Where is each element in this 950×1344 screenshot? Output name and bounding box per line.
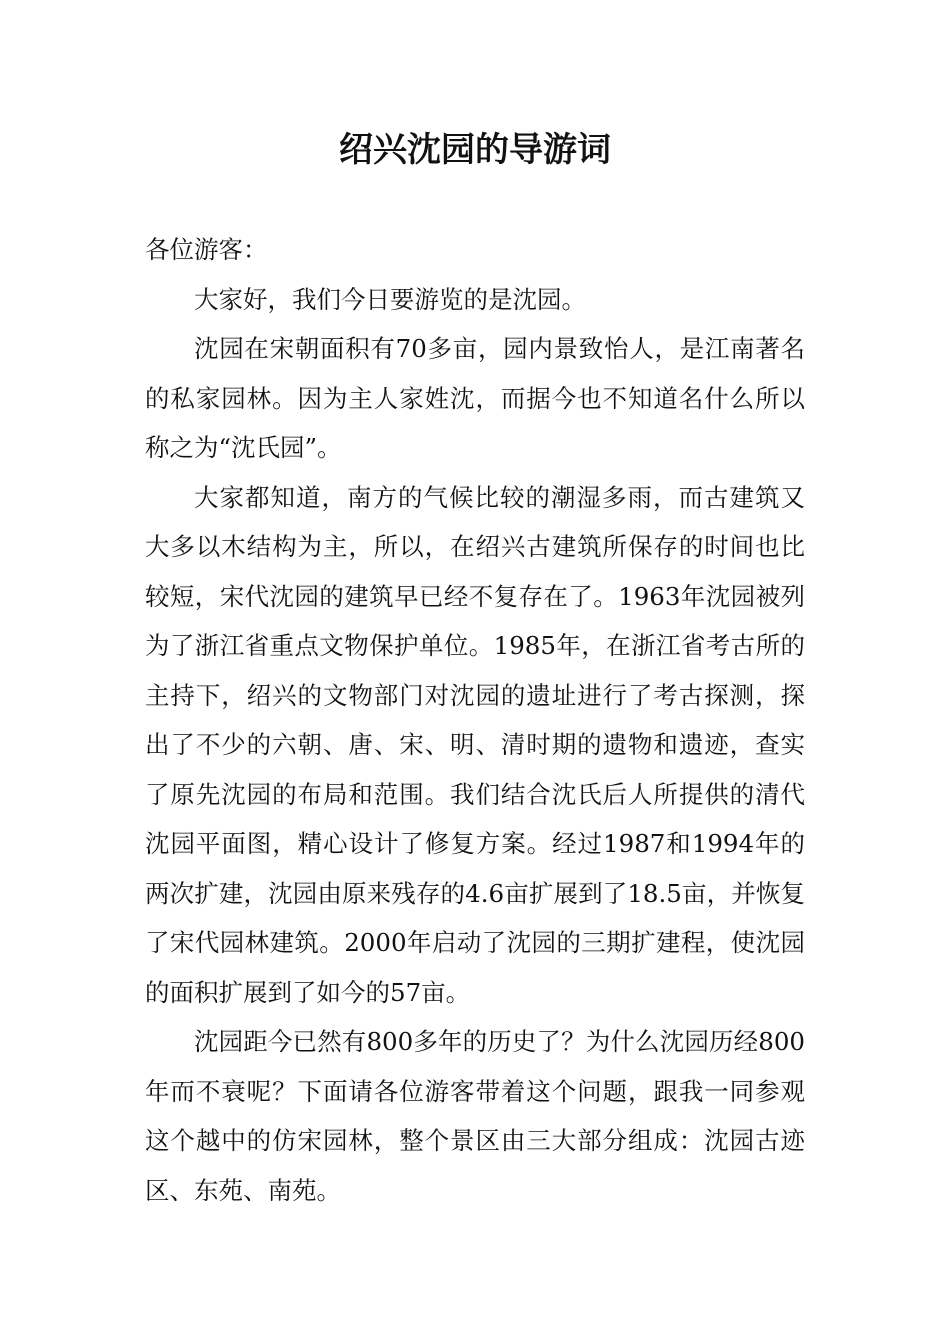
document-title: 绍兴沈园的导游词 bbox=[339, 130, 611, 170]
document-body bbox=[145, 225, 805, 1215]
paragraph-tour-intro: 沈园距今已然有800多年的历史了？为什么沈园历经800年而不衰呢？下面请各位游客带着这个问题，跟我一同参观这个越中的仿宋园林，整个景区由三大部分组成：沈园古迹区、东苑、南苑。 bbox=[145, 1027, 805, 1205]
paragraph-greeting: 大家好，我们今日要游览的是沈园。 bbox=[194, 284, 586, 314]
paragraph-history: 沈园在宋朝面积有70多亩，园内景致怡人，是江南著名的私家园林。因为主人家姓沈，而据今也不知道名什么所以称之为“沈氏园”。 bbox=[145, 334, 805, 462]
salutation: 各位游客： bbox=[145, 235, 268, 264]
paragraph-restoration: 大家都知道，南方的气候比较的潮湿多雨，而古建筑又大多以木结构为主，所以，在绍兴古建筑所保存的时间也比较短，宋代沈园的建筑早已经不复存在了。1963年沈园被列为了浙江省重点文物保护单位。1985年，在浙江省考古所的主持下，绍兴的文物部门对沈园的遗址进行了考古探测，探出了不少的六朝、唐、宋、明、清时期的遗物和遗迹，查实了原先沈园的布局和范围。我们结合沈氏后人所提供的清代沈园平面图，精心设计了修复方案。经过1987和1994年的两次扩建，沈园由原来残存的4.6亩扩展到了18.5亩，并恢复了宋代园林建筑。2000年启动了沈园的三期扩建程，使沈园的面积扩展到了如今的57亩。 bbox=[145, 482, 805, 1007]
